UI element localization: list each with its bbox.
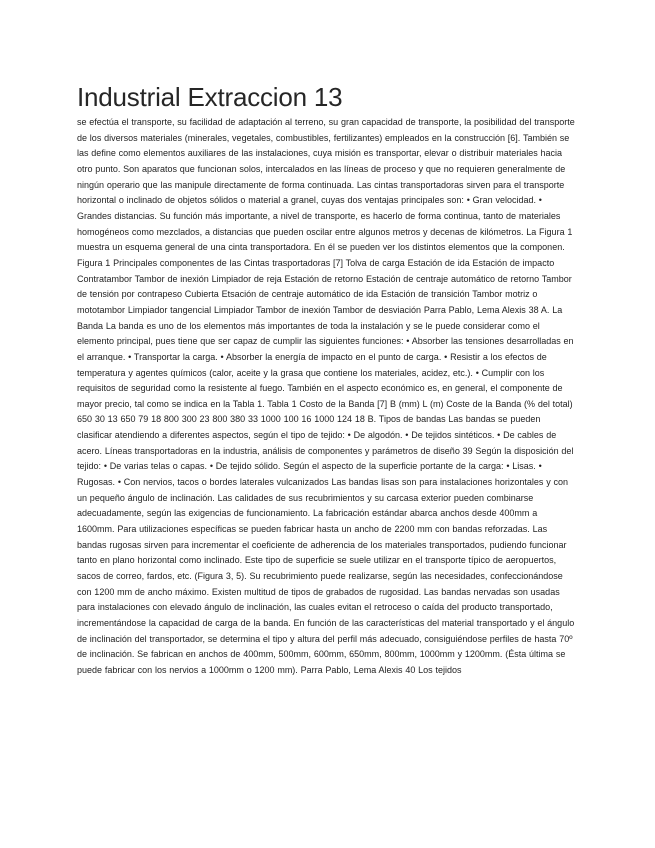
page-title: Industrial Extraccion 13 — [77, 82, 343, 112]
body-text: se efectúa el transporte, su facilidad de adaptación al terreno, su gran capacidad de transporte, la posibilidad del transporte de los diversos materiales (minerales, vegetales, combustibles, fertilizantes) empleados en la construcción [6]. También se las define como elementos auxiliares de las instalaciones, cuya misión es transportar, elevar o distribuir materiales hacia otro punto. Son aparatos que funcionan solos, intercalados en las líneas de proceso y que no requieren generalmente de ningún operario que las manipule directamente de forma continuada. Las cintas transportadoras sirven para el transporte horizontal o inclinado de objetos sólidos o material a granel, cuyas dos ventajas principales son: • Gran velocidad. • Grandes distancias. Su función más importante, a nivel de transporte, es hacerlo de forma continua, tanto de materiales homogéneos como mezclados, a distancias que pueden oscilar entre algunos metros y decenas de kilómetros. La Figura 1 muestra un esquema general de una cinta transportadora. En él se pueden ver los distintos elementos que la componen. Figura 1 Principales componentes de las Cintas trasportadoras [7] Tolva de carga Estación de ida Estación de impacto Contratambor Tambor de inexión Limpiador de reja Estación de retorno Estación de centraje automático de retorno Tambor de tensión por contrapeso Cubierta Etsación de centraje automático de ida Estación de transición Tambor motriz o mototambor Limpiador tangencial Limpiador Tambor de inexión Tambor de desviación Parra Pablo, Lema Alexis 38 A. La Banda La banda es uno de los elementos más importantes de toda la instalación y se le puede considerar como el elemento principal, pues tiene que ser capaz de cumplir las siguientes funciones: • Absorber las tensiones desarrolladas en el arranque. • Transportar la carga. • Absorber la energía de impacto en el punto de carga. • Resistir a los efectos de temperatura y agentes químicos (calor, aceite y la grasa que contiene los materiales, acidez, etc.). • Cumplir con los requisitos de seguridad como la resistente al fuego. También en el aspecto económico es, en general, el componente de mayor precio, tal como se indica en la Tabla 1. Tabla 1 Costo de la Banda [7] B (mm) L (m) Coste de la Banda (% del total) 650 30 13 650 79 18 800 300 23 800 380 33 1000 100 16 1000 124 18 B. Tipos de bandas Las bandas se pueden clasificar atendiendo a diferentes aspectos, según el tipo de tejido: • De algodón. • De tejidos sintéticos. • De cables de acero. Líneas transportadoras en la industria, análisis de componentes y parámetros de diseño 39 Según la disposición del tejido: • De varias telas o capas. • De tejido sólido. Según el aspecto de la superficie portante de la carga: • Lisas. • Rugosas. • Con nervios, tacos o bordes laterales vulcanizados Las bandas lisas son para instalaciones horizontales y con un pequeño ángulo de inclinación. Las calidades de sus recubrimientos y su carcasa exterior pueden combinarse adecuadamente, según las exigencias de funcionamiento. La fabricación estándar abarca anchos desde 400mm a 1600mm. Para utilizaciones específicas se pueden fabricar hasta un ancho de 2200 mm con bandas reforzadas. Las bandas rugosas sirven para incrementar el coeficiente de adherencia de los materiales transportados, pudiendo funcionar tanto en plano horizontal como inclinado. Este tipo de superficie se suele utilizar en el transporte típico de aeropuertos, sacos de correo, fardos, etc. (Figura 3, 5). Su recubrimiento puede realizarse, según las necesidades, confeccionándose con 1200 mm de ancho máximo. Existen multitud de tipos de grabados de rugosidad. Las bandas nervadas son usadas para instalaciones con elevado ángulo de inclinación, las cuales evitan el retroceso o caída del producto transportado, incrementándose la capacidad de carga de la banda. En función de las características del material transportado y el ángulo de inclinación del transportador, se determina el tipo y altura del perfil más adecuado, consiguiéndose perfiles de hasta 70º de inclinación. Se fabrican en anchos de 400mm, 500mm, 600mm, 650mm, 800mm, 1000mm y 1200mm. (Ésta última se puede fabricar con los nervios a 1000mm o 1200 mm). Parra Pablo, Lema Alexis 40 Los tejidos — [77, 117, 575, 675]
